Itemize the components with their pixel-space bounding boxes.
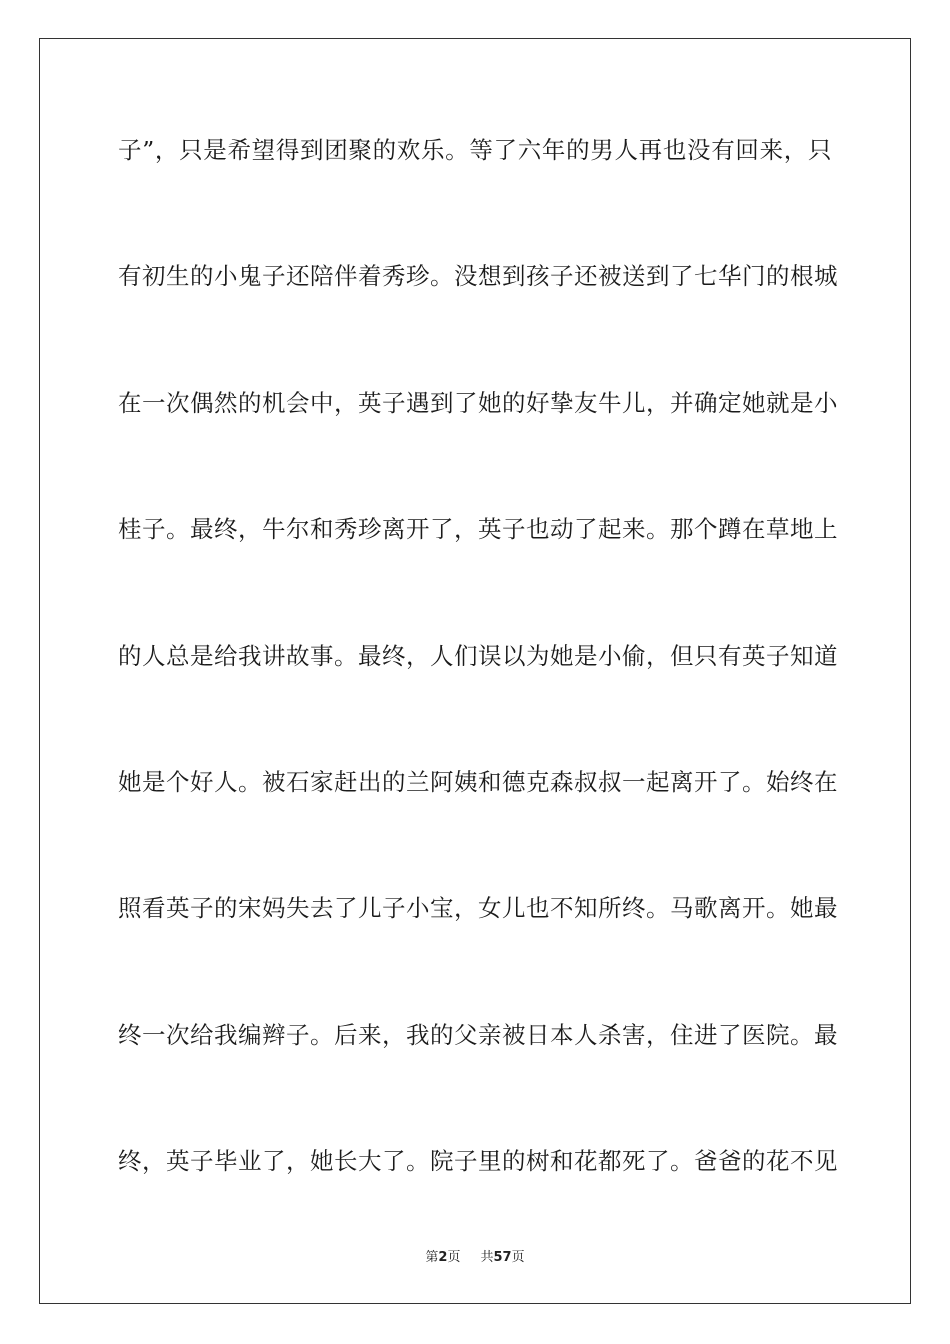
text-line: 终，英子毕业了，她长大了。院子里的树和花都死了。爸爸的花不见 — [118, 1147, 838, 1176]
text-line: 照看英子的宋妈失去了儿子小宝，女儿也不知所终。马歌离开。她最 — [118, 894, 838, 923]
page-footer — [0, 1246, 950, 1265]
text-line: 桂子。最终，牛尔和秀珍离开了，英子也动了起来。那个蹲在草地上 — [118, 515, 838, 544]
text-line: 终一次给我编辫子。后来，我的父亲被日本人杀害，住进了医院。最 — [118, 1020, 838, 1049]
page-suffix: 页 — [447, 1250, 461, 1265]
page-prefix: 第 — [425, 1250, 439, 1265]
text-line: 子”，只是希望得到团聚的欢乐。等了六年的男人再也没有回来，只 — [118, 136, 832, 164]
total-suffix: 页 — [511, 1250, 525, 1265]
text-line: 的人总是给我讲故事。最终，人们误以为她是小偷，但只有英子知道 — [118, 641, 838, 670]
body-text — [118, 130, 838, 1268]
total-prefix: 共 — [480, 1250, 494, 1265]
text-line: 她是个好人。被石家赶出的兰阿姨和德克森叔叔一起离开了。始终在 — [118, 767, 838, 796]
text-line: 在一次偶然的机会中，英子遇到了她的好挚友牛儿，并确定她就是小 — [118, 388, 838, 417]
text-line: 有初生的小鬼子还陪伴着秀珍。没想到孩子还被送到了七华门的根城 — [118, 262, 838, 291]
page-number: 2 — [438, 1250, 448, 1265]
total-pages: 57 — [493, 1250, 512, 1265]
